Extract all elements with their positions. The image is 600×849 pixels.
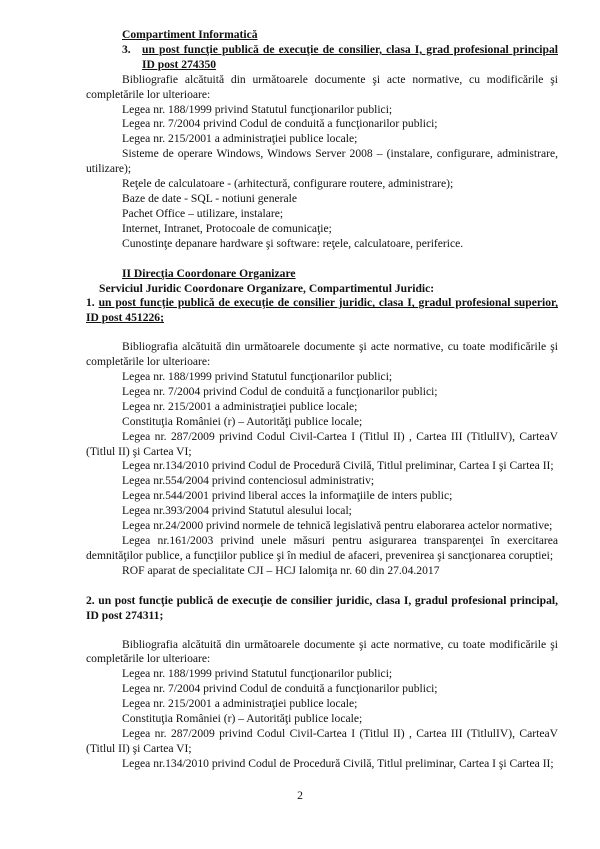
list-item: Sisteme de operare Windows, Windows Server 2008 – (instalare, configurare, administrare, utilizare); [86,147,558,176]
list-item: Constituţia României (r) – Autorităţi publice locale; [122,414,363,428]
list-item: Cunostinţe depanare hardware şi software: reţele, calculatoare, periferice. [122,236,464,250]
post-title-274350 [86,43,558,73]
list-item: Pachet Office – utilizare, instalare; [122,206,284,220]
list-item: Legea nr.393/2004 privind Statutul alesului local; [122,504,352,518]
page-number: 2 [297,789,303,802]
list-item: Internet, Intranet, Protocoale de comunicaţie; [122,221,332,235]
section-heading-directia: II Direcţia Coordonare Organizare [122,266,296,280]
bibliography-intro: Bibliografie alcătuită din următoarele documente şi acte normative, cu modificările şi completările lor ulterioare: [86,72,558,101]
list-item: Legea nr. 7/2004 privind Codul de conduită a funcţionarilor publici; [122,682,438,696]
list-item: Baze de date - SQL - notiuni generale [122,191,298,205]
list-item: Legea nr.554/2004 privind contenciosul administrativ; [122,474,375,488]
list-item: ROF aparat de specialitate CJI – HCJ Ialomiţa nr. 60 din 27.04.2017 [122,563,440,577]
list-item: Legea nr.24/2000 privind normele de tehnică legislativă pentru elaborarea actelor normative; [122,519,553,533]
service-heading: Serviciul Juridic Coordonare Organizare, Compartimentul Juridic: [99,281,435,295]
bibliography-list-post2 [86,667,558,771]
bibliography-intro: Bibliografia alcătuită din următoarele documente şi acte normative, cu toate modificările şi completările lor ulterioare: [86,637,558,666]
list-item: Legea nr.134/2010 privind Codul de Procedură Civilă, Titlul preliminar, Cartea I şi Cartea II; [122,756,554,770]
list-item: Legea nr.134/2010 privind Codul de Procedură Civilă, Titlul preliminar, Cartea I şi Cartea II; [122,459,554,473]
section-heading-informatica: Compartiment Informatică [122,28,258,41]
list-item: Legea nr. 7/2004 privind Codul de conduită a funcţionarilor publici; [122,117,438,131]
list-item: Legea nr.161/2003 privind unele măsuri pentru asigurarea transparenţei în exercitarea demnităţilor publice, a funcţiilor publice şi în mediul de afaceri, prevenirea şi sancţionarea coruptiei; [86,534,558,562]
list-item: Legea nr.544/2001 privind liberal acces la informaţiile de inters public; [122,489,453,503]
list-item: Legea nr. 215/2001 a administraţiei publice locale; [122,132,358,146]
post-title-451226 [86,296,558,326]
list-item: Constituţia României (r) – Autorităţi publice locale; [122,712,363,726]
list-item: Legea nr. 188/1999 privind Statutul funcţionarilor publici; [122,102,393,116]
list-item: Legea nr. 188/1999 privind Statutul funcţionarilor publici; [122,370,393,384]
bibliography-intro: Bibliografia alcătuită din următoarele documente şi acte normative, cu toate modificările şi completările lor ulterioare: [86,340,558,369]
document-page [86,28,558,772]
post-title-text: un post funcţie publică de execuţie de consilier, clasa I, grad profesional principal ID post 274350 [142,42,558,71]
list-item: Legea nr. 215/2001 a administraţiei publice locale; [122,697,358,711]
bibliography-list-post1 [86,370,558,579]
list-item: Legea nr. 287/2009 privind Codul Civil-Cartea I (Titlul II) , Cartea III (TitlulIV), CarteaV (Titlul II) şi Cartea VI; [86,726,558,755]
list-item: Legea nr. 188/1999 privind Statutul funcţionarilor publici; [122,667,393,681]
post-title-text: un post funcţie publică de execuţie de consilier juridic, clasa I, gradul profesional superior, ID post 451226; [86,296,558,325]
list-item: Reţele de calculatoare - (arhitectură, configurare routere, administrare); [122,177,454,191]
post-number: 3. [122,42,131,56]
post-title-274311: 2. un post funcţie publică de execuţie de consilier juridic, clasa I, gradul profesional principal, ID post 274311; [86,593,558,622]
list-item: Legea nr. 7/2004 privind Codul de conduită a funcţionarilor publici; [122,384,438,398]
list-item: Legea nr. 215/2001 a administraţiei publice locale; [122,399,358,413]
list-item: Legea nr. 287/2009 privind Codul Civil-Cartea I (Titlul II) , Cartea III (TitlulIV), CarteaV (Titlul II) şi Cartea VI; [86,429,558,458]
bibliography-list-informatica [86,103,558,252]
post-number: 1. [86,296,95,310]
